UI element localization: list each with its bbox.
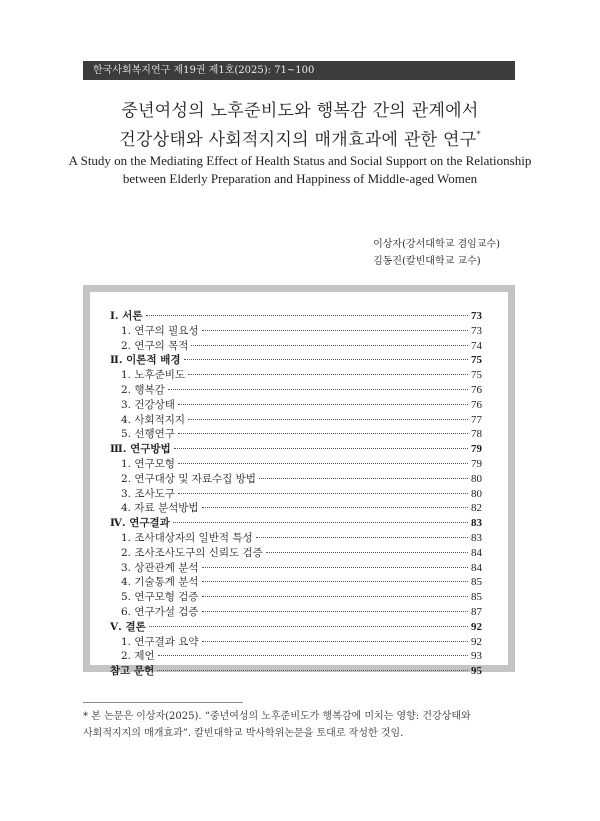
toc-entry-label: Ⅱ. 이론적 배경 — [110, 354, 181, 367]
toc-leader-dots — [173, 522, 468, 523]
toc-entry-page: 92 — [471, 635, 482, 648]
toc-entry — [110, 546, 482, 561]
korean-title — [0, 100, 600, 152]
english-title: A Study on the Mediating Effect of Health Status and Social Support on the Relationship between Elderly Preparation and Happiness of Middle-aged Women — [68, 153, 532, 186]
toc-leader-dots — [168, 389, 468, 390]
toc-leader-dots — [158, 655, 468, 656]
toc-entry-label: 5. 연구모형 검증 — [121, 591, 199, 604]
toc-entry-page: 74 — [471, 339, 482, 352]
toc-entry — [110, 353, 482, 368]
toc-leader-dots — [202, 596, 468, 597]
toc-entry — [110, 516, 482, 531]
toc-entry-label: Ⅳ. 연구결과 — [110, 517, 170, 530]
toc-entry-page: 73 — [471, 324, 482, 337]
toc-entry-page: 84 — [471, 546, 482, 559]
footnote-line-1: * 본 논문은 이상자(2025). “중년여성의 노후준비도가 행복감에 미치는 영향: 건강상태와 — [83, 711, 471, 722]
toc-entry-page: 93 — [471, 650, 482, 663]
toc-entry — [110, 427, 482, 442]
korean-title-line-2 — [0, 123, 600, 152]
toc-leader-dots — [266, 552, 468, 553]
korean-title-line-2-text: 건강상태와 사회적지지의 매개효과에 관한 연구 — [119, 130, 477, 150]
toc-leader-dots — [157, 670, 468, 671]
korean-title-line-1: 중년여성의 노후준비도와 행복감 간의 관계에서 — [121, 101, 479, 121]
toc-entry-label: 1. 연구모형 — [121, 457, 175, 470]
toc-leader-dots — [256, 537, 468, 538]
toc-entry — [110, 472, 482, 487]
toc-entry-page: 75 — [471, 354, 482, 367]
toc-leader-dots — [259, 478, 468, 479]
toc-leader-dots — [202, 611, 468, 612]
toc-entry — [110, 649, 482, 664]
toc-entry-label: 6. 연구가설 검증 — [121, 605, 199, 618]
toc-entry-page: 82 — [471, 502, 482, 515]
toc-entry-page: 83 — [471, 531, 482, 544]
author-list — [373, 236, 500, 270]
toc-entry-page: 80 — [471, 487, 482, 500]
toc-entry-page: 78 — [471, 428, 482, 441]
toc-leader-dots — [202, 581, 468, 582]
toc-entry — [110, 457, 482, 472]
toc-entry-page: 80 — [471, 472, 482, 485]
toc-entry — [110, 383, 482, 398]
toc-entry-label: 3. 조사도구 — [121, 487, 175, 500]
toc-entry — [110, 501, 482, 516]
toc-entry-label: 2. 제언 — [121, 650, 155, 663]
toc-leader-dots — [178, 404, 468, 405]
toc-entry-label: Ⅲ. 연구방법 — [110, 443, 171, 456]
toc-entry-page: 76 — [471, 383, 482, 396]
toc-entry-label: 5. 선행연구 — [121, 428, 175, 441]
toc-entry — [110, 413, 482, 428]
table-of-contents — [90, 292, 508, 678]
toc-leader-dots — [146, 315, 468, 316]
toc-entry — [110, 531, 482, 546]
table-of-contents-frame — [83, 285, 515, 678]
footnote — [83, 708, 523, 742]
toc-entry — [110, 605, 482, 620]
toc-leader-dots — [184, 359, 468, 360]
toc-leader-dots — [174, 448, 468, 449]
toc-entry-label: 2. 연구대상 및 자료수집 방법 — [121, 472, 256, 485]
toc-entry-label: 3. 건강상태 — [121, 398, 175, 411]
title-footnote-mark: * — [476, 130, 481, 139]
toc-entry-page: 92 — [471, 620, 482, 633]
toc-entry-label: Ⅰ. 서론 — [110, 310, 143, 322]
toc-entry-label: 2. 행복감 — [121, 383, 165, 396]
toc-entry-label: 2. 연구의 목적 — [121, 339, 189, 352]
toc-entry-page: 83 — [471, 517, 482, 530]
toc-leader-dots — [149, 626, 468, 627]
toc-entry — [110, 590, 482, 605]
toc-entry-label: 1. 연구결과 요약 — [121, 635, 199, 648]
toc-leader-dots — [188, 374, 468, 375]
toc-entry — [110, 487, 482, 502]
toc-entry-label: 1. 노후준비도 — [121, 369, 186, 382]
toc-entry-page: 76 — [471, 398, 482, 411]
journal-header: 한국사회복지연구 제19권 제1호(2025): 71~100 — [83, 61, 515, 80]
toc-leader-dots — [202, 641, 468, 642]
toc-leader-dots — [202, 330, 468, 331]
toc-entry — [110, 309, 482, 324]
toc-entry — [110, 324, 482, 339]
toc-entry — [110, 561, 482, 576]
toc-entry-label: 1. 조사대상자의 일반적 특성 — [121, 531, 253, 544]
toc-entry — [110, 575, 482, 590]
toc-entry-page: 79 — [471, 443, 482, 456]
toc-entry-page: 75 — [471, 369, 482, 382]
toc-entry-label: 2. 조사조사도구의 신뢰도 검증 — [121, 546, 263, 559]
toc-leader-dots — [202, 567, 468, 568]
toc-entry-page: 85 — [471, 591, 482, 604]
footnote-line-2: 사회적지지의 매개효과”. 칼빈대학교 박사학위논문을 토대로 작성한 것임. — [83, 728, 404, 739]
toc-entry-label: 3. 상관관계 분석 — [121, 561, 199, 574]
toc-entry-label: 참고 문헌 — [110, 665, 155, 678]
toc-leader-dots — [188, 419, 468, 420]
toc-entry — [110, 620, 482, 635]
toc-leader-dots — [178, 493, 468, 494]
footnote-divider — [83, 702, 243, 703]
toc-entry-page: 84 — [471, 561, 482, 574]
toc-entry-page: 87 — [471, 605, 482, 618]
author-2: 김동진(칼빈대학교 교수) — [373, 256, 481, 267]
toc-entry — [110, 635, 482, 650]
toc-entry-page: 79 — [471, 457, 482, 470]
toc-entry — [110, 339, 482, 354]
toc-entry-label: Ⅴ. 결론 — [110, 620, 146, 633]
toc-entry-page: 77 — [471, 413, 482, 426]
toc-leader-dots — [178, 463, 468, 464]
toc-leader-dots — [191, 345, 468, 346]
toc-entry — [110, 664, 482, 679]
toc-entry — [110, 398, 482, 413]
toc-entry-label: 4. 자료 분석방법 — [121, 502, 199, 515]
toc-entry — [110, 368, 482, 383]
toc-leader-dots — [202, 507, 468, 508]
toc-entry-label: 4. 기술통계 분석 — [121, 576, 199, 589]
toc-entry-label: 4. 사회적지지 — [121, 413, 186, 426]
author-1: 이상자(강서대학교 겸임교수) — [373, 239, 500, 250]
toc-entry-label: 1. 연구의 필요성 — [121, 324, 199, 337]
toc-entry-page: 95 — [471, 665, 482, 678]
toc-entry-page: 85 — [471, 576, 482, 589]
toc-leader-dots — [178, 433, 468, 434]
toc-entry-page: 73 — [471, 310, 482, 322]
toc-entry — [110, 442, 482, 457]
